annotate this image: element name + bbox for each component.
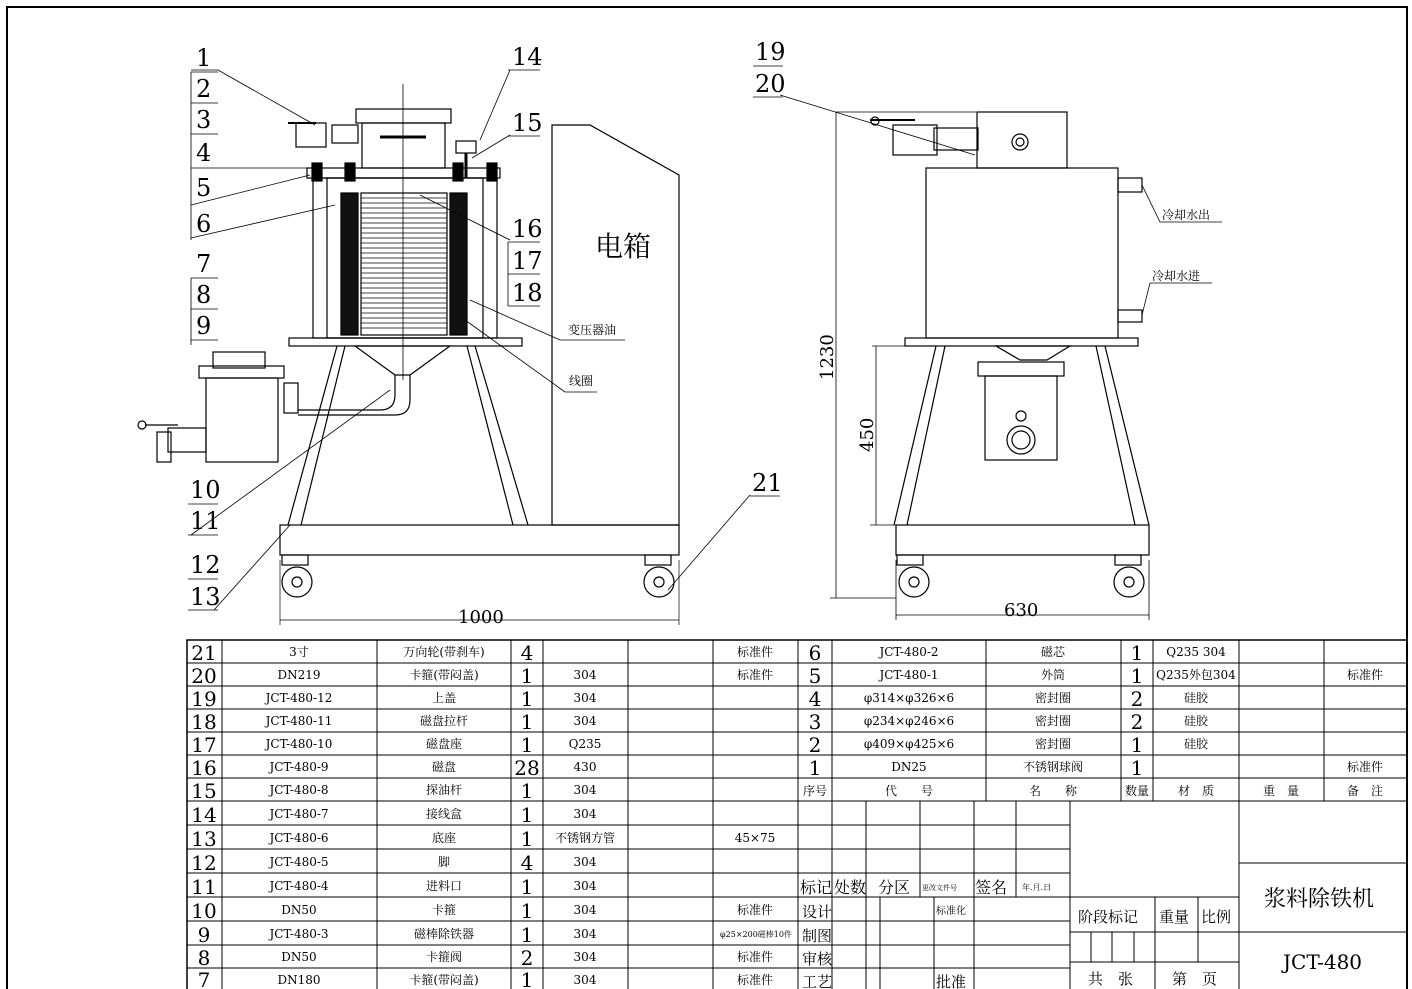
transformer-oil-label: 变压器油	[568, 323, 617, 337]
bom-code: JCT-480-7	[269, 807, 329, 821]
bom-note: 标准件	[1346, 760, 1384, 774]
bom-no: 14	[191, 803, 217, 827]
bom-qty: 2	[520, 946, 534, 970]
bom-name: 磁盘	[431, 760, 457, 774]
product-name: 浆料除铁机	[1264, 887, 1375, 912]
bom-qty: 1	[1130, 664, 1144, 688]
bom-material: Q235	[568, 737, 602, 751]
bom-code: JCT-480-8	[269, 783, 329, 797]
header-material: 材 质	[1177, 784, 1215, 798]
header-weight: 重 量	[1262, 784, 1300, 798]
balloon-3: 3	[196, 106, 212, 134]
bom-row	[191, 710, 597, 734]
bom-material: 不锈钢方管	[554, 831, 616, 845]
rev-count: 处数	[834, 878, 867, 897]
bom-code: JCT-480-2	[879, 645, 939, 659]
bom-name: 密封圈	[1034, 737, 1072, 751]
electric-box-label: 电箱	[595, 230, 652, 263]
bom-qty: 28	[514, 756, 540, 780]
bom-qty: 1	[520, 664, 534, 688]
rev-zone: 分区	[878, 878, 911, 897]
balloon-7: 7	[196, 250, 212, 278]
bom-row	[809, 733, 1209, 757]
bom-row	[198, 968, 773, 989]
bom-code: JCT-480-5	[269, 855, 329, 869]
bom-row	[191, 664, 773, 688]
bom-code: φ234×φ246×6	[863, 714, 955, 728]
bom-name: 进料口	[425, 879, 463, 893]
bom-material: 304	[573, 879, 597, 893]
bom-row	[809, 710, 1209, 734]
bom-no: 15	[191, 779, 217, 803]
bom-note: 标准件	[736, 668, 774, 682]
sign-drawing: 制图	[802, 927, 833, 945]
bom-name: 磁棒除铁器	[413, 927, 475, 941]
bom-row	[809, 687, 1209, 711]
standardize-label: 标准化	[936, 906, 966, 917]
bom-code: JCT-480-11	[265, 714, 333, 728]
bom-name: 卡箍(带闷盖)	[409, 668, 479, 682]
bom-code: JCT-480-12	[265, 691, 333, 705]
dim-630: 630	[1004, 600, 1039, 621]
bom-material: 304	[573, 691, 597, 705]
balloon-4: 4	[196, 139, 212, 167]
balloon-20: 20	[755, 70, 786, 98]
bom-code: DN180	[277, 973, 321, 987]
balloon-11: 11	[190, 507, 221, 535]
cooling-water-in-label: 冷却水进	[1152, 269, 1201, 283]
balloon-16: 16	[512, 215, 543, 243]
bom-no: 13	[191, 827, 217, 851]
bom-qty: 1	[520, 687, 534, 711]
bom-code: DN50	[281, 950, 317, 964]
bom-code: φ409×φ425×6	[863, 737, 955, 751]
bom-material: Q235外包304	[1156, 668, 1236, 682]
bom-no: 17	[191, 733, 217, 757]
bom-name: 磁芯	[1040, 645, 1066, 659]
bom-header-row	[803, 783, 1383, 798]
bom-no: 9	[197, 923, 211, 947]
bom-row	[198, 946, 773, 970]
sheet-no-label: 第 页	[1172, 970, 1218, 988]
bom-name: 卡箍阀	[425, 950, 463, 964]
bom-note: 标准件	[1346, 668, 1384, 682]
sign-review: 审核	[802, 950, 833, 968]
bom-right-rows	[803, 641, 1383, 798]
bom-row	[191, 687, 597, 711]
bom-weight: 45×75	[734, 831, 776, 845]
bom-name: 万向轮(带刹车)	[403, 645, 485, 659]
balloon-10: 10	[190, 476, 221, 504]
bom-code: JCT-480-1	[879, 668, 939, 682]
bom-no: 16	[191, 756, 217, 780]
header-name: 名 称	[1028, 784, 1078, 798]
bom-material: 硅胶	[1183, 691, 1209, 705]
bom-no: 6	[808, 641, 822, 665]
bom-name: 上盖	[431, 691, 457, 705]
bom-code: JCT-480-3	[269, 927, 329, 941]
bom-material: 304	[573, 714, 597, 728]
bom-code: 3寸	[289, 645, 309, 659]
bom-qty: 2	[1130, 710, 1144, 734]
bom-code: JCT-480-9	[269, 760, 329, 774]
balloon-9: 9	[196, 312, 212, 340]
total-sheets-label: 共 张	[1088, 970, 1134, 988]
bom-qty: 4	[520, 851, 534, 875]
bom-qty: 1	[520, 875, 534, 899]
bom-name: 接线盒	[425, 807, 463, 821]
bom-name: 卡箍	[431, 903, 457, 917]
bom-material: 304	[573, 807, 597, 821]
bom-row	[191, 756, 596, 780]
bom-material: Q235 304	[1166, 645, 1226, 659]
bom-material: 304	[573, 927, 597, 941]
balloon-15: 15	[512, 109, 543, 137]
bom-left-rows	[191, 641, 792, 989]
bom-material: 硅胶	[1183, 737, 1209, 751]
bom-row	[191, 899, 773, 923]
bom-code: JCT-480-4	[269, 879, 329, 893]
bom-qty: 1	[1130, 756, 1144, 780]
bom-code: JCT-480-6	[269, 831, 329, 845]
bom-row	[809, 756, 1383, 780]
bom-row	[191, 875, 597, 899]
model-number: JCT-480	[1283, 950, 1363, 974]
bom-row	[809, 664, 1383, 688]
bom-row	[191, 733, 601, 757]
bom-code: JCT-480-10	[265, 737, 333, 751]
bom-code: DN50	[281, 903, 317, 917]
balloon-5: 5	[196, 174, 212, 202]
bom-qty: 1	[520, 733, 534, 757]
balloon-17: 17	[512, 247, 543, 275]
bom-no: 21	[191, 641, 217, 665]
bom-material: 304	[573, 973, 597, 987]
bom-qty: 1	[1130, 733, 1144, 757]
bom-note: 标准件	[736, 950, 774, 964]
bom-qty: 2	[1130, 687, 1144, 711]
bom-material: 硅胶	[1183, 714, 1209, 728]
bom-name: 外筒	[1040, 668, 1066, 682]
stage-mark-label: 阶段标记	[1078, 908, 1139, 926]
dim-1000: 1000	[458, 607, 504, 628]
balloon-1: 1	[196, 44, 212, 72]
sign-process: 工艺	[802, 973, 833, 989]
bom-material: 304	[573, 855, 597, 869]
bom-name: 底座	[431, 831, 457, 845]
rev-mark: 标记	[800, 878, 833, 897]
bom-name: 磁盘拉杆	[419, 714, 469, 728]
balloon-12: 12	[190, 551, 221, 579]
bom-row	[191, 641, 773, 665]
bom-no: 8	[197, 946, 211, 970]
header-code: 代 号	[884, 784, 934, 798]
balloon-6: 6	[196, 210, 212, 238]
rev-doc: 更改文件号	[922, 884, 957, 892]
bom-no: 10	[191, 899, 217, 923]
bom-qty: 1	[1130, 641, 1144, 665]
bom-no: 1	[808, 756, 822, 780]
bom-no: 11	[191, 875, 217, 899]
bom-qty: 1	[520, 803, 534, 827]
bom-qty: 1	[520, 779, 534, 803]
bom-no: 7	[197, 968, 211, 989]
bom-row	[191, 803, 597, 827]
header-qty: 数量	[1124, 784, 1150, 798]
coil-label: 线圈	[569, 374, 594, 388]
bom-note: 标准件	[736, 973, 774, 987]
bom-weight: φ25×200磁棒10件	[720, 930, 792, 939]
weight-label: 重量	[1159, 908, 1190, 926]
header-note: 备 注	[1346, 784, 1384, 798]
rev-sign: 签名	[975, 878, 1008, 897]
balloon-21: 21	[752, 469, 783, 497]
bom-no: 4	[808, 687, 822, 711]
bom-no: 18	[191, 710, 217, 734]
front-view	[138, 70, 750, 625]
bom-row	[809, 641, 1226, 665]
bom-name: 密封圈	[1034, 714, 1072, 728]
rev-date: 年.月.日	[1022, 883, 1052, 892]
bom-material: 430	[573, 760, 597, 774]
bom-qty: 1	[520, 968, 534, 989]
bom-material: 304	[573, 783, 597, 797]
bom-row	[191, 827, 775, 851]
bom-no: 12	[191, 851, 217, 875]
title-block	[800, 878, 1374, 989]
balloon-13: 13	[190, 583, 221, 611]
header-no: 序号	[802, 784, 828, 798]
bom-qty: 1	[520, 710, 534, 734]
sign-design: 设计	[802, 903, 833, 921]
cooling-water-out-label: 冷却水出	[1162, 208, 1211, 222]
bom-qty: 4	[520, 641, 534, 665]
bom-qty: 1	[520, 923, 534, 947]
balloon-8: 8	[196, 281, 212, 309]
bom-qty: 1	[520, 899, 534, 923]
bom-row	[191, 779, 597, 803]
bom-no: 19	[191, 687, 217, 711]
bom-no: 20	[191, 664, 217, 688]
bom-table-grid	[187, 640, 1407, 989]
bom-code: DN25	[891, 760, 927, 774]
bom-name: 探油杆	[425, 783, 463, 797]
bom-row	[191, 851, 597, 875]
bom-name: 脚	[437, 855, 451, 869]
front-balloons	[190, 43, 783, 611]
approve-label: 批准	[936, 973, 967, 989]
bom-code: φ314×φ326×6	[863, 691, 955, 705]
bom-material: 304	[573, 950, 597, 964]
bom-note: 标准件	[736, 645, 774, 659]
bom-no: 3	[808, 710, 822, 734]
bom-qty: 1	[520, 827, 534, 851]
bom-name: 磁盘座	[425, 737, 463, 751]
bom-no: 2	[808, 733, 822, 757]
bom-material: 304	[573, 668, 597, 682]
scale-label: 比例	[1201, 908, 1232, 926]
dim-1230: 1230	[817, 334, 838, 380]
balloon-2: 2	[196, 75, 212, 103]
balloon-19: 19	[755, 38, 786, 66]
dim-450: 450	[857, 417, 878, 452]
balloon-14: 14	[512, 43, 543, 71]
bom-material: 304	[573, 903, 597, 917]
bom-name: 密封圈	[1034, 691, 1072, 705]
bom-note: 标准件	[736, 903, 774, 917]
balloon-18: 18	[512, 279, 543, 307]
bom-name: 卡箍(带闷盖)	[409, 973, 479, 987]
bom-no: 5	[808, 664, 822, 688]
bom-code: DN219	[277, 668, 321, 682]
bom-name: 不锈钢球阀	[1022, 760, 1084, 774]
